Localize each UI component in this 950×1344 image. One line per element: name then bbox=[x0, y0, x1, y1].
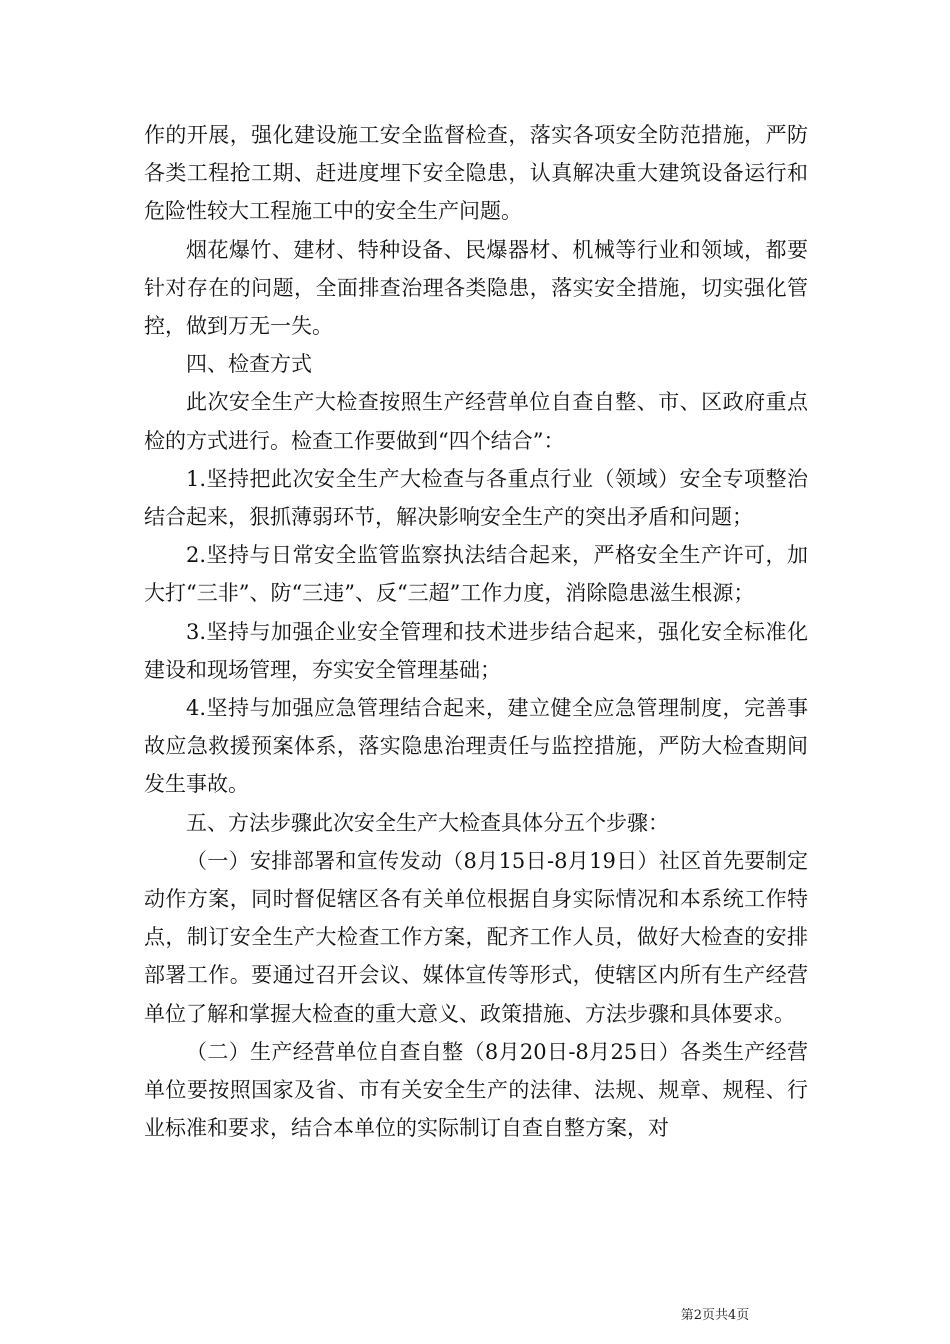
list-item-4: 4.坚持与加强应急管理结合起来，建立健全应急管理制度，完善事故应急救援预案体系，落实隐患治理责任与监控措施，严防大检查期间发生事故。 bbox=[144, 696, 808, 797]
page-number: 第2页共4页 bbox=[680, 1308, 750, 1323]
page-footer bbox=[0, 1304, 950, 1323]
step-1-paragraph: （一）安排部署和宣传发动（8月15日-8月19日）社区首先要制定动作方案，同时督促辖区各有关单位根据自身实际情况和本系统工作特点，制订安全生产大检查工作方案，配齐工作人员，做好大检查的安排部署工作。要通过召开会议、媒体宣传等形式，使辖区内所有生产经营单位了解和掌握大检查的重大意义、政策措施、方法步骤和具体要求。 bbox=[144, 848, 808, 1026]
section-heading-5: 五、方法步骤此次安全生产大检查具体分五个步骤： bbox=[186, 810, 669, 835]
paragraph-2: 烟花爆竹、建材、特种设备、民爆器材、机械等行业和领域，都要针对存在的问题，全面排查治理各类隐患，落实安全措施，切实强化管控，做到万无一失。 bbox=[144, 237, 808, 339]
step-2-paragraph: （二）生产经营单位自查自整（8月20日-8月25日）各类生产经营单位要按照国家及省、市有关安全生产的法律、法规、规章、规程、行业标准和要求，结合本单位的实际制订自查自整方案，对 bbox=[144, 1039, 808, 1141]
section-heading-4: 四、检查方式 bbox=[186, 352, 312, 377]
document-body bbox=[144, 116, 808, 1147]
paragraph-3: 此次安全生产大检查按照生产经营单位自查自整、市、区政府重点检的方式进行。检查工作要做到“四个结合”： bbox=[144, 390, 808, 453]
paragraph-1: 作的开展，强化建设施工安全监督检查，落实各项安全防范措施，严防各类工程抢工期、赶进度埋下安全隐患，认真解决重大建筑设备运行和危险性较大工程施工中的安全生产问题。 bbox=[144, 123, 808, 224]
list-item-3: 3.坚持与加强企业安全管理和技术进步结合起来，强化安全标准化建设和现场管理，夯实安全管理基础； bbox=[144, 619, 808, 682]
list-item-1: 1.坚持把此次安全生产大检查与各重点行业（领域）安全专项整治结合起来，狠抓薄弱环节，解决影响安全生产的突出矛盾和问题； bbox=[144, 466, 808, 530]
list-item-2: 2.坚持与日常安全监管监察执法结合起来，严格安全生产许可，加大打“三非”、防“三违”、反“三超”工作力度，消除隐患滋生根源； bbox=[144, 543, 808, 606]
